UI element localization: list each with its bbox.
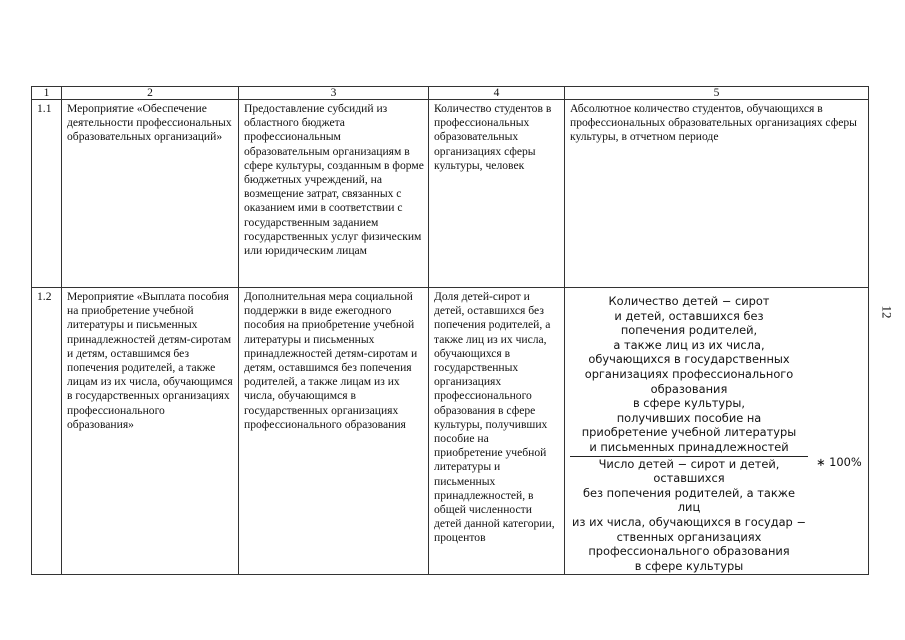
formula-line: обучающихся в государственных [588,352,790,367]
calculation-formula [570,290,864,573]
formula-line: без попечения родителей, а также лиц [582,485,796,515]
formula-numerator [570,294,808,455]
formula-line: приобретение учебной литературы [581,425,797,440]
formula-line: Количество детей − сирот [608,294,770,308]
formula-line: и детей, оставшихся без [614,308,764,323]
header-cell-1: 1 [32,87,62,100]
formula-line: из их числа, обучающихся в государ − [572,514,806,529]
description-cell: Дополнительная мера социальной поддержки в виде ежегодного пособия на приобретение учебной литературы и письменных принадлежностей детям-сиротам и детям, оставшимся без попечения родителей, а также лицам из их числа, обучающимся в государственных организациях профессионального образования [239,288,429,575]
method-cell: Абсолютное количество студентов, обучающихся в профессиональных образовательных организациях сферы культуры, в отчетном периоде [565,100,869,288]
formula-denominator [570,457,808,574]
page-number: 12 [879,305,895,319]
formula-line: получивших пособие на [616,410,762,425]
header-cell-5: 5 [565,87,869,100]
row-number: 1.1 [32,100,62,288]
formula-line: и письменных принадлежностей [589,439,789,454]
formula-cell [565,288,869,575]
event-cell: Мероприятие «Выплата пособия на приобретение учебной литературы и письменных принадлежностей детям-сиротам и детям, оставшимся без попечения родителей, а также лицам из их числа, обучающимся в государственных организациях профессионального образования» [62,288,239,575]
header-cell-4: 4 [429,87,565,100]
header-cell-2: 2 [62,87,239,100]
formula-line: в сфере культуры [634,558,744,573]
formula-line: попечения родителей, [620,323,758,338]
indicator-cell: Доля детей-сирот и детей, оставшихся без попечения родителей, а также лиц из их числа, обучающихся в государственных организациях профессионального образования в сфере культуры, получивших пособие на приобретение учебной литературы и письменных принадлежностей, в общей численности детей данной категории, процентов [429,288,565,575]
formula-line: ственных организациях [616,529,762,544]
formula-line: в сфере культуры, [632,396,746,411]
formula-line: Число детей − сирот и детей, оставшихся [598,456,780,486]
indicator-cell: Количество студентов в профессиональных образовательных организациях сферы культуры, человек [429,100,565,288]
formula-line: а также лиц из их числа, [613,337,765,352]
formula-line: организациях профессионального [584,366,794,381]
table-row [32,288,869,575]
header-cell-3: 3 [239,87,429,100]
row-number: 1.2 [32,288,62,575]
formula-line: профессионального образования [588,544,790,559]
description-cell: Предоставление субсидий из областного бюджета профессиональным образовательным организациям в сфере культуры, созданным в форме бюджетных учреждений, на возмещение затрат, связанных с оказанием ими в соответствии с государственным заданием государственных услуг физическим или юридическим лицам [239,100,429,288]
header-row [32,87,869,100]
table-row [32,100,869,288]
indicators-table [31,86,869,575]
event-cell: Мероприятие «Обеспечение деятельности профессиональных образовательных организаций» [62,100,239,288]
formula-multiplier: ∗ 100% [816,455,862,469]
formula-line: образования [650,381,728,396]
